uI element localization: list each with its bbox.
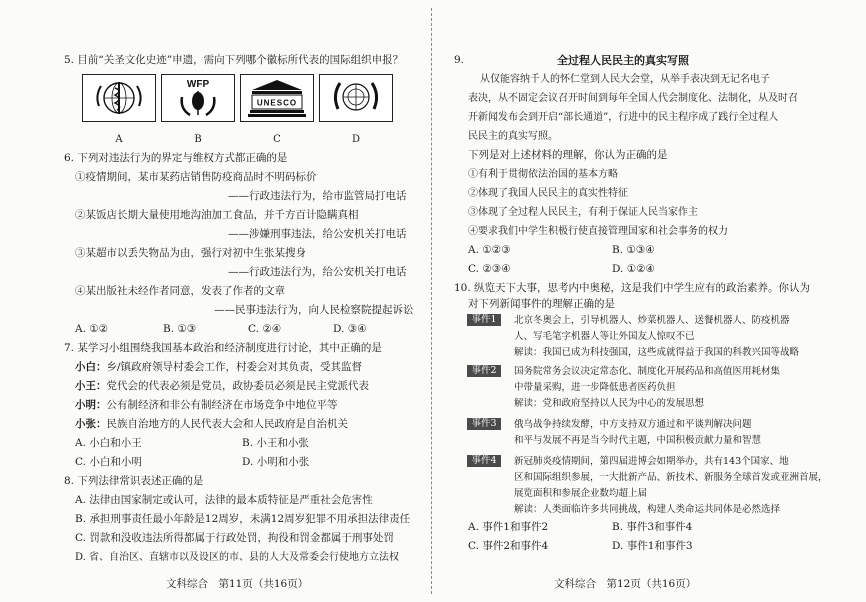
q7-option-a[interactable]: A. 小白和小王 (75, 437, 142, 449)
event3-analysis: 和平与发展不再是当今时代主题，中国积极贡献力量和智慧 (514, 435, 762, 446)
q10-stem: 对下列新闻事件的理解正确的是 (468, 298, 615, 310)
wfp-logo-text: WFP (186, 79, 210, 90)
q10-option-d[interactable]: D. 事件1和事件3 (612, 540, 693, 552)
un-logo-icon[interactable] (319, 74, 393, 122)
q7-statement: 小白：乡/镇政府领导村委会工作，村委会对其负责，受其监督 (75, 361, 363, 373)
event2-analysis: 解读：党和政府坚持以人民为中心的发展思想 (514, 398, 705, 409)
q7-statement: 小王：党代会的代表必须是党员，政协委员必须是民主党派代表 (75, 380, 369, 392)
q7-statement: 小明：公有制经济和非公有制经济在市场竞争中地位平等 (75, 399, 338, 411)
q7-option-d[interactable]: D. 小明和小张 (242, 456, 310, 468)
q7-option-c[interactable]: C. 小白和小明 (75, 456, 142, 468)
wfp-logo-icon[interactable] (161, 74, 235, 122)
event-tag-2: 事件2 (467, 365, 501, 377)
q6-line: ③某超市以丢失物品为由，强行对初中生张某搜身 (75, 247, 306, 259)
unesco-logo-icon[interactable] (240, 74, 314, 122)
event1-analysis: 解读：我国已成为科技强国，这些成就得益于我国的科教兴国等战略 (514, 347, 800, 358)
q9-passage-line: 从仅能容纳千人的怀仁堂到人民大会堂，从举手表决到无记名电子 (480, 74, 770, 85)
event4-line: 新冠肺炎疫情期间，第四届进博会如期举办，共有143个国家、地 (514, 456, 789, 467)
q9-title: 全过程人民民主的真实写照 (557, 54, 689, 67)
q9-passage-line: 表决，从不固定会议召开时间到每年全国人代会制度化、法制化，从及时召 (468, 93, 798, 104)
event3-line: 俄乌战争持续发酵，中方支持双方通过和平谈判解决问题 (514, 419, 752, 430)
right-page-footer: 文科综合 第12页（共16页） (554, 578, 697, 590)
event-tag-4: 事件4 (467, 455, 501, 467)
q10-option-c[interactable]: C. 事件2和事件4 (468, 540, 549, 552)
q5-label-d: D (351, 134, 361, 145)
q10-stem: 10. 纵览天下大事，思考内中奥秘，这是我们中学生应有的政治素养。你认为 (454, 282, 811, 294)
q6-line: ——涉嫌刑事违法，给公安机关打电话 (228, 228, 407, 240)
q6-option-a[interactable]: A. ①② (75, 323, 109, 335)
q9-option-b[interactable]: B. ①③④ (612, 244, 655, 256)
q5-stem: 5. 目前“关圣文化史迹”申遗，需向下列哪个徽标所代表的国际组织申报？ (64, 54, 404, 66)
q6-option-b[interactable]: B. ①③ (163, 323, 197, 335)
who-logo-icon[interactable] (82, 74, 156, 122)
q6-stem: 6. 下列对违法行为的界定与维权方式都正确的是 (64, 152, 288, 164)
left-page-footer: 文科综合 第11页（共16页） (166, 578, 309, 590)
event2-line: 中带量采购，进一步降低患者医药负担 (514, 382, 676, 393)
q5-label-c: C (273, 134, 281, 145)
q9-item: ③体现了全过程人民民主，有利于保证人民当家作主 (468, 207, 698, 218)
q10-option-a[interactable]: A. 事件1和事件2 (468, 521, 549, 533)
q8-option-c[interactable]: C. 罚款和没收违法所得都属于行政处罚，拘役和罚金都属于刑事处罚 (75, 532, 394, 544)
q6-line: ——民事违法行为，向人民检察院提起诉讼 (214, 304, 414, 316)
q9-passage-line: 民民主的真实写照。 (468, 131, 558, 142)
event-tag-3: 事件3 (467, 418, 501, 430)
q8-stem: 8. 下列法律常识表述正确的是 (64, 475, 204, 487)
event4-line: 区和国际组织参展，一大批新产品、新技术、新服务全球首发或亚洲首展， (514, 472, 828, 483)
right-page (432, 0, 866, 602)
q8-option-d[interactable]: D. 省、自治区、直辖市以及设区的市、县的人大及常委会行使地方立法权 (75, 552, 400, 563)
unesco-logo-text: UNESCO (256, 98, 298, 108)
q7-statement: 小张：民族自治地方的人民代表大会和人民政府是自治机关 (75, 418, 348, 430)
q9-prompt: 下列是对上述材料的理解，你认为正确的是 (468, 149, 668, 161)
q6-line: ——行政违法行为，给市监管局打电话 (228, 190, 407, 202)
event4-line: 展览面积和参展企业数均超上届 (514, 488, 648, 499)
event1-line: 人、写毛笔字机器人等让外国友人惊叹不已 (514, 331, 695, 342)
q9-item: ④要求我们中学生积极行使直接管理国家和社会事务的权力 (468, 226, 728, 237)
q9-item: ②体现了我国人民民主的真实性特征 (468, 188, 628, 199)
q10-option-b[interactable]: B. 事件3和事件4 (612, 521, 693, 533)
event1-line: 北京冬奥会上，引导机器人、炒菜机器人、送餐机器人、防疫机器 (514, 315, 790, 326)
q9-option-a[interactable]: A. ①②③ (468, 244, 511, 256)
q6-line: ④某出版社未经作者同意，发表了作者的文章 (75, 285, 285, 297)
q5-label-b: B (194, 134, 202, 145)
q9-option-c[interactable]: C. ②③④ (468, 263, 511, 275)
q9-number: 9. (454, 54, 465, 66)
q9-option-d[interactable]: D. ①②④ (612, 263, 655, 275)
q9-passage-line: 开新闻发布会到开启“部长通道”，行进中的民主程序成了践行全过程人 (468, 112, 779, 123)
event2-line: 国务院常务会议决定常态化、制度化开展药品和高值医用耗材集 (514, 366, 781, 377)
q6-line: ①疫情期间，某市某药店销售防疫商品时不明码标价 (75, 171, 317, 183)
q7-option-b[interactable]: B. 小王和小张 (242, 437, 309, 449)
q6-line: ——行政违法行为，给公安机关打电话 (228, 266, 407, 278)
q7-stem: 7. 某学习小组围绕我国基本政治和经济制度进行讨论，其中正确的是 (64, 342, 382, 354)
q9-item: ①有利于贯彻依法治国的基本方略 (468, 169, 618, 180)
q8-option-a[interactable]: A. 法律由国家制定或认可，法律的最本质特征是严重社会危害性 (75, 494, 373, 506)
q6-option-d[interactable]: D. ③④ (333, 323, 367, 335)
q5-label-a: A (115, 134, 123, 145)
left-page (0, 0, 432, 602)
q8-option-b[interactable]: B. 承担刑事责任最小年龄是12周岁，未满12周岁犯罪不用承担法律责任 (75, 513, 411, 525)
event4-analysis: 解读：人类面临许多共同挑战，构建人类命运共同体是必然选择 (514, 504, 781, 515)
q6-line: ②某饭店长期大量使用地沟油加工食品，并千方百计隐瞒真相 (75, 209, 359, 221)
event-tag-1: 事件1 (467, 314, 501, 326)
q6-option-c[interactable]: C. ②④ (248, 323, 282, 335)
